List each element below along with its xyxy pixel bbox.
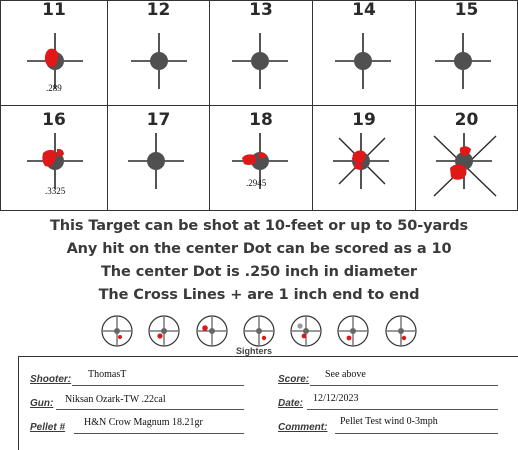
target-number: 20: [454, 110, 479, 130]
group-measurement: .289: [46, 83, 62, 93]
target-16-graphic: [1, 106, 109, 212]
shooter-label: Shooter:: [30, 374, 72, 385]
sighter-target-1: [100, 314, 134, 348]
date-label: Date:: [278, 398, 304, 409]
shot-hole: [242, 154, 256, 165]
target-cell-11: [0, 0, 108, 106]
target-cell-18: [209, 105, 313, 211]
target-cell-17: [107, 105, 210, 211]
info-scoring-text: Any hit on the center Dot can be scored as a 10: [66, 241, 452, 257]
target-12-graphic: [108, 1, 211, 107]
center-dot: [147, 152, 165, 170]
target-cell-14: [312, 0, 416, 106]
shooter-underline: [72, 385, 244, 386]
target-number: 12: [146, 0, 171, 20]
score-label: Score:: [278, 374, 310, 385]
target-13-graphic: [210, 1, 314, 107]
score-underline: [310, 385, 498, 386]
comment-value: Pellet Test wind 0-3mph: [340, 416, 438, 427]
group-measurement: .2945: [246, 178, 267, 188]
comment-underline: [335, 433, 498, 434]
target-cell-20: [415, 105, 518, 211]
sighter-target-5: [289, 314, 323, 348]
target-number: 18: [249, 110, 273, 130]
target-cell-15: [415, 0, 518, 106]
target-20-graphic: [416, 106, 518, 212]
info-dot-size-text: The center Dot is .250 inch in diameter: [101, 264, 417, 280]
target-number: 15: [454, 0, 479, 20]
group-measurement: .3325: [45, 186, 66, 196]
sighter-target-7: [384, 314, 418, 348]
gun-underline: [56, 409, 244, 410]
shot-hole: [57, 149, 64, 157]
target-17-graphic: [108, 106, 211, 212]
pellet-underline: [74, 433, 244, 434]
center-dot: [454, 52, 472, 70]
target-15-graphic: [416, 1, 518, 107]
target-number: 19: [352, 110, 376, 130]
target-number: 17: [146, 110, 171, 130]
sighter-target-4: [242, 314, 276, 348]
target-18-graphic: [210, 106, 314, 212]
gun-label: Gun:: [30, 398, 54, 409]
info-cross-lines-text: The Cross Lines + are 1 inch end to end: [98, 287, 420, 303]
pellet-label: Pellet #: [30, 422, 66, 433]
pellet-value: H&N Crow Magnum 18.21gr: [84, 417, 203, 428]
date-value: 12/12/2023: [313, 393, 359, 404]
target-number: 13: [249, 0, 273, 20]
comment-label: Comment:: [278, 422, 328, 433]
sighter-target-2: [147, 314, 181, 348]
sighter-target-3: [195, 314, 229, 348]
target-cell-16: [0, 105, 108, 211]
target-cell-12: [107, 0, 210, 106]
center-dot: [251, 52, 269, 70]
target-number: 14: [352, 0, 376, 20]
target-14-graphic: [313, 1, 417, 107]
shot-hole: [450, 164, 467, 179]
info-range-text: This Target can be shot at 10-feet or up to 50-yards: [49, 218, 469, 234]
date-underline: [307, 409, 498, 410]
target-cell-13: [209, 0, 313, 106]
sighters-label: Sighters: [236, 346, 273, 356]
target-cell-19: [312, 105, 416, 211]
center-dot: [354, 52, 372, 70]
score-value: See above: [325, 369, 366, 380]
sighter-target-6: [336, 314, 370, 348]
target-number: 11: [42, 0, 66, 20]
target-number: 16: [42, 110, 66, 130]
gun-value: Niksan Ozark-TW .22cal: [65, 394, 166, 405]
center-dot: [150, 52, 168, 70]
shooter-value: ThomasT: [88, 369, 127, 380]
target-19-graphic: [313, 106, 417, 212]
